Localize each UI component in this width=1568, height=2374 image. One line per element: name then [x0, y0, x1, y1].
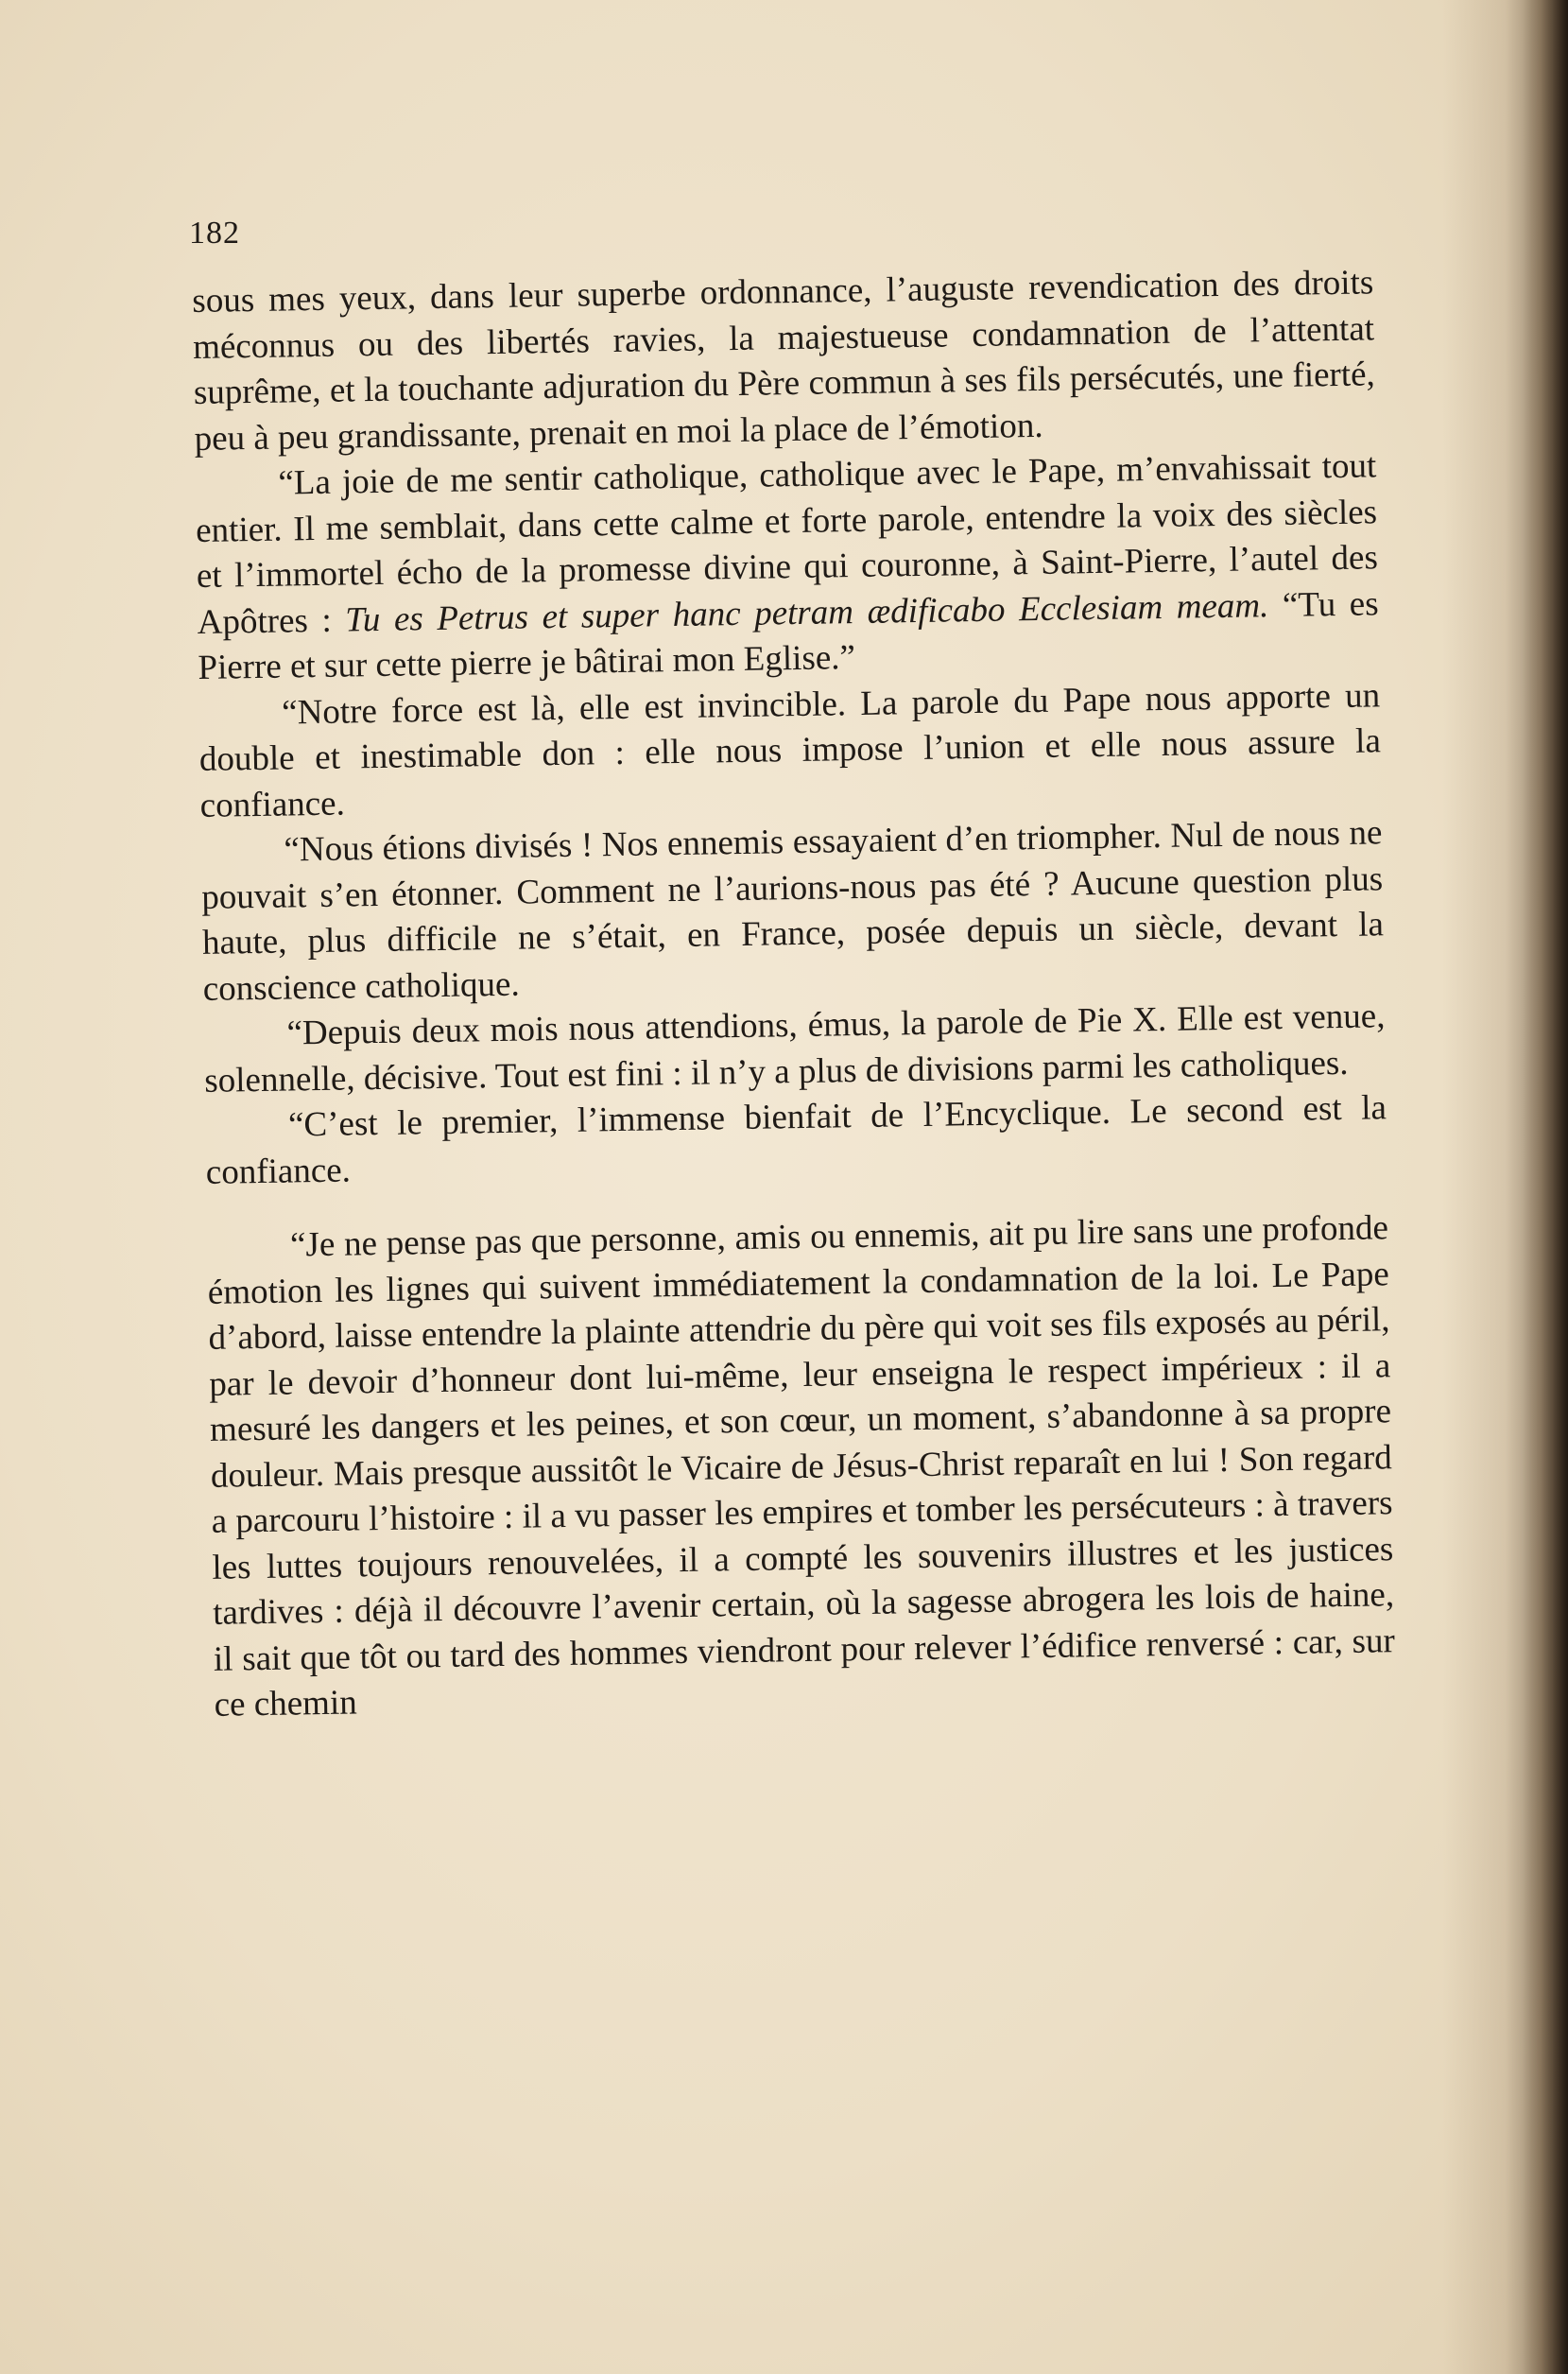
paragraph-2-text: “La joie de me sentir catholique, catholique avec le Pape, m’envahissait tout entier. Il me semblait, dans cette calme et forte parole, entendre la voix des siècles et l’immortel écho de la promesse divine qui couronne, à Saint-Pierre, l’autel des Apôtres : — [195, 446, 1379, 642]
page-gutter-shadow — [1523, 0, 1568, 2374]
paragraph-4: “Nous étions divisés ! Nos ennemis essayaient d’en triompher. Nul de nous ne pouvait s’en étonner. Comment ne l’aurions-nous pas été ? Aucune question plus haute, plus difficile ne s’était, en France, posée depuis un siècle, devant la conscience catholique. — [200, 813, 1385, 1009]
paragraph-3: “Notre force est là, elle est invincible. La parole du Pape nous apporte un double et inestimable don : elle nous impose l’union et elle nous assure la confiance. — [198, 675, 1382, 825]
paragraph-1: sous mes yeux, dans leur superbe ordonnance, l’auguste revendication des droits méconnus ou des libertés ravies, la majestueuse condamnation de l’attentat suprême, et la touchante adjuration du Père commun à ses fils persécutés, une fierté, peu à peu grandissante, prenait en moi la place de l’émotion. — [192, 263, 1376, 459]
paragraph-7: “Je ne pense pas que personne, amis ou ennemis, ait pu lire sans une profonde émotion les lignes qui suivent immédiatement la condamnation de la loi. Le Pape d’abord, laisse entendre la plainte attendrie du père qui voit ses fils exposés au péril, par le devoir d’honneur dont lui-même, leur enseigna le respect impérieux : il a mesuré les dangers et les peines, et son cœur, un moment, s’abandonne à sa propre douleur. Mais presque aussitôt le Vicaire de Jésus-Christ reparaît en lui ! Son regard a parcouru l’histoire : il a vu passer les empires et tomber les persécuteurs : à travers les luttes toujours renouvelées, il a compté les souvenirs illustres et les justices tardives : déjà il découvre l’avenir certain, où la sagesse abrogera les lois de haine, il sait que tôt ou tard des hommes viendront pour relever l’édifice renversé : car, sur ce chemin — [207, 1208, 1396, 1724]
latin-quotation: Tu es Petrus et super hanc petram ædificabo Ecclesiam meam. — [344, 585, 1269, 639]
paragraph-6: “C’est le premier, l’immense bienfait de l’Encyclique. Le second est la confiance. — [205, 1088, 1387, 1192]
body-text — [192, 260, 1396, 1728]
page-number: 182 — [189, 216, 240, 251]
paragraph-2-translation: “Tu es Pierre et sur cette pierre je bâtirai mon Eglise.” — [198, 583, 1379, 687]
paragraph-2 — [195, 443, 1380, 691]
paragraph-5: “Depuis deux mois nous attendions, émus, la parole de Pie X. Elle est venue, solennelle, décisive. Tout est fini : il n’y a plus de divisions parmi les catholiques. — [203, 996, 1386, 1100]
